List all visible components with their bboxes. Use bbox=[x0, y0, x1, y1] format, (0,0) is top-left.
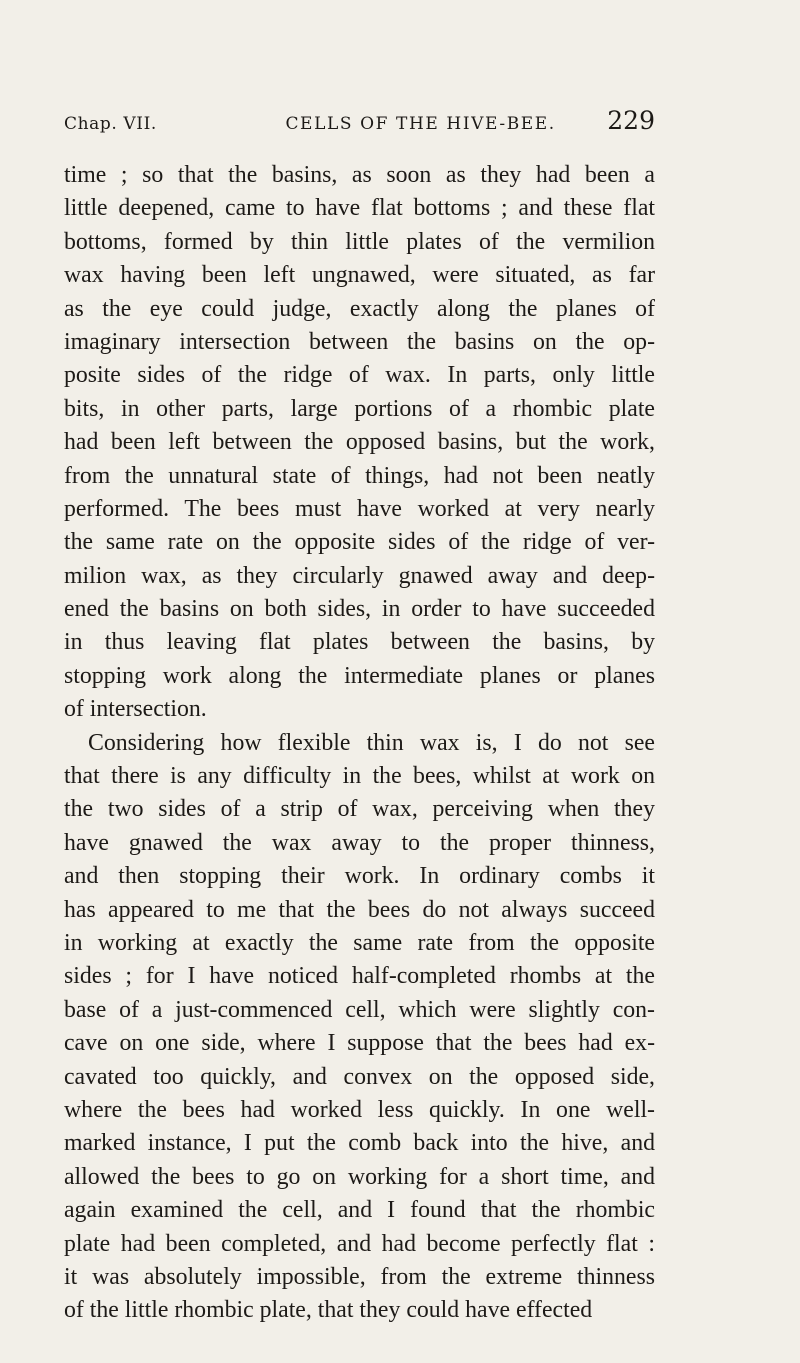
page-number: 229 bbox=[607, 106, 655, 135]
chapter-label: Chap. VII. bbox=[64, 114, 157, 134]
text-line: stopping work along the intermediate planes or planes bbox=[64, 662, 655, 689]
text-line: bottoms, formed by thin little plates of the vermilion bbox=[64, 228, 655, 255]
text-line: have gnawed the wax away to the proper thinness, bbox=[64, 829, 655, 856]
text-line: wax having been left ungnawed, were situated, as far bbox=[64, 262, 655, 289]
text-line: as the eye could judge, exactly along the planes of bbox=[64, 295, 655, 322]
text-line: base of a just-commenced cell, which were slightly con- bbox=[64, 996, 655, 1023]
text-line: Considering how flexible thin wax is, I do not see bbox=[88, 729, 655, 756]
text-line: of the little rhombic plate, that they could have effected bbox=[64, 1297, 593, 1324]
body-text bbox=[64, 159, 655, 1328]
text-line: milion wax, as they circularly gnawed away and deep- bbox=[64, 562, 655, 589]
text-line: had been left between the opposed basins, but the work, bbox=[64, 429, 655, 456]
text-line: of intersection. bbox=[64, 696, 207, 723]
text-line: sides ; for I have noticed half-completed rhombs at the bbox=[64, 963, 655, 990]
text-line: has appeared to me that the bees do not always succeed bbox=[64, 896, 655, 923]
text-line: cave on one side, where I suppose that the bees had ex- bbox=[64, 1030, 655, 1057]
text-line: where the bees had worked less quickly. In one well- bbox=[64, 1096, 655, 1123]
text-line: bits, in other parts, large portions of a rhombic plate bbox=[64, 395, 655, 422]
text-line: allowed the bees to go on working for a short time, and bbox=[64, 1163, 655, 1190]
text-line: again examined the cell, and I found that the rhombic bbox=[64, 1197, 655, 1224]
text-line: marked instance, I put the comb back into the hive, and bbox=[64, 1130, 655, 1157]
text-line: time ; so that the basins, as soon as they had been a bbox=[64, 162, 655, 188]
running-header bbox=[64, 106, 655, 146]
text-line: the same rate on the opposite sides of the ridge of ver- bbox=[64, 529, 655, 556]
text-line: from the unnatural state of things, had not been neatly bbox=[64, 462, 655, 489]
text-line: in working at exactly the same rate from the opposite bbox=[64, 929, 655, 956]
text-line: little deepened, came to have flat bottoms ; and these flat bbox=[64, 195, 655, 222]
text-line: that there is any difficulty in the bees, whilst at work on bbox=[64, 763, 655, 790]
text-line: in thus leaving flat plates between the basins, by bbox=[64, 629, 655, 656]
running-title: CELLS OF THE HIVE-BEE. bbox=[285, 114, 556, 134]
text-line: performed. The bees must have worked at very nearly bbox=[64, 495, 655, 522]
text-line: posite sides of the ridge of wax. In parts, only little bbox=[64, 362, 655, 389]
text-line: plate had been completed, and had become perfectly flat : bbox=[64, 1230, 655, 1257]
text-line: it was absolutely impossible, from the extreme thinness bbox=[64, 1263, 655, 1290]
text-line: cavated too quickly, and convex on the opposed side, bbox=[64, 1063, 655, 1090]
text-line: imaginary intersection between the basins on the op- bbox=[64, 328, 655, 355]
text-line: the two sides of a strip of wax, perceiving when they bbox=[64, 796, 655, 823]
text-line: ened the basins on both sides, in order to have succeeded bbox=[64, 596, 655, 623]
text-line: and then stopping their work. In ordinary combs it bbox=[64, 863, 655, 890]
